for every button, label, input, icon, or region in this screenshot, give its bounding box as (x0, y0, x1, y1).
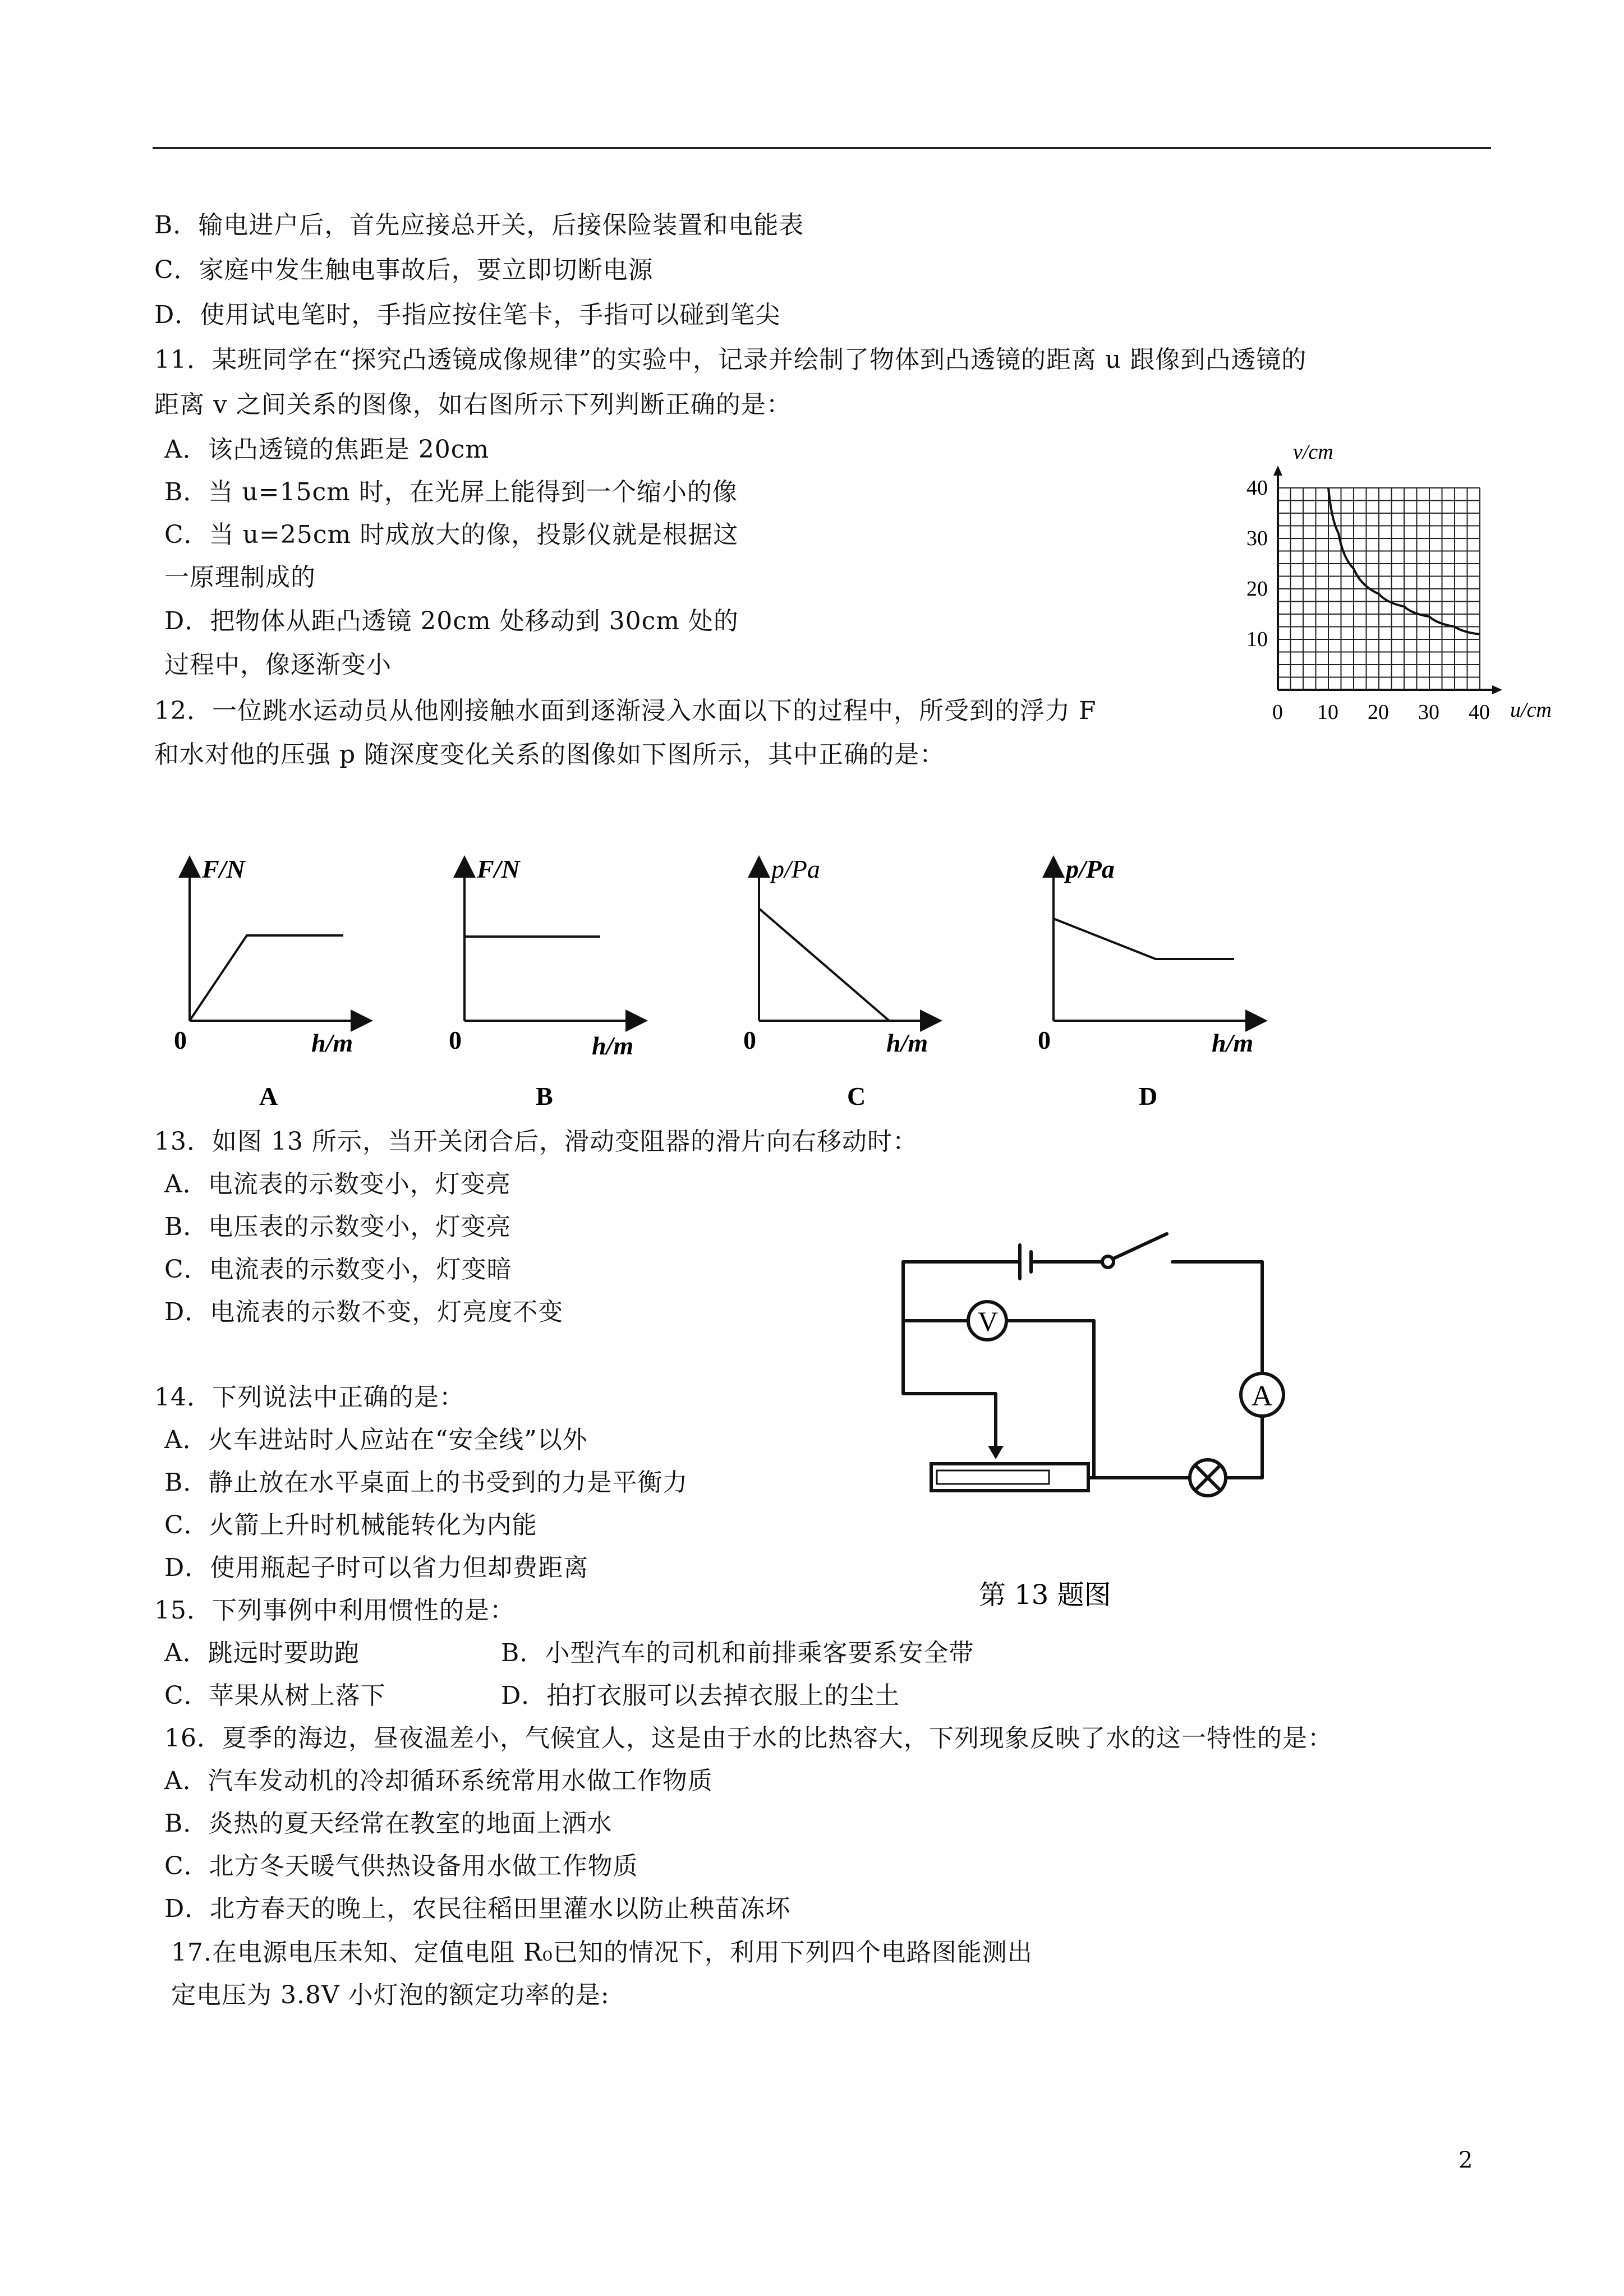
q16-option-d: D．北方春天的晚上，农民往稻田里灌水以防止秧苗冻坏 (164, 1894, 791, 1923)
q10-option-c: C．家庭中发生触电事故后，要立即切断电源 (154, 256, 654, 284)
q13-option-b: B．电压表的示数变小，灯变亮 (164, 1212, 512, 1241)
q11-stem-1: 11．某班同学在“探究凸透镜成像规律”的实验中，记录并绘制了物体到凸透镜的距离 u 跟像到凸透镜的 (154, 345, 1307, 374)
q16-option-c: C．北方冬天暖气供热设备用水做工作物质 (164, 1852, 638, 1880)
graph-a-line (190, 935, 343, 1021)
q11-stem-2: 距离 v 之间关系的图像，如右图所示下列判断正确的是： (154, 390, 792, 419)
graph-d-letter: D (1139, 1082, 1158, 1110)
circuit-caption: 第 13 题图 (979, 1579, 1111, 1611)
q14-option-d: D．使用瓶起子时可以省力但却费距离 (164, 1553, 589, 1582)
y-tick-label: 40 (1246, 476, 1268, 500)
graph-c-xlabel: h/m (886, 1029, 928, 1057)
chart-ylabel: v/cm (1293, 443, 1333, 464)
graph-a-origin: 0 (174, 1026, 187, 1054)
graph-b (443, 852, 690, 1116)
graph-b-letter: B (536, 1082, 553, 1110)
circuit-diagram (886, 1217, 1313, 1621)
q13-stem: 13．如图 13 所示，当开关闭合后，滑动变阻器的滑片向右移动时： (154, 1127, 918, 1156)
graph-d (1032, 852, 1279, 1116)
graph-d-xlabel: h/m (1212, 1029, 1254, 1057)
q10-option-b: B．输电进户后，首先应接总开关，后接保险装置和电能表 (154, 211, 804, 239)
q15-stem: 15．下列事例中利用惯性的是： (154, 1596, 515, 1625)
y-tick-label: 20 (1246, 577, 1268, 601)
y-tick-label: 30 (1246, 527, 1268, 550)
graph-c-origin: 0 (743, 1026, 756, 1054)
x-tick-label: 10 (1317, 700, 1338, 723)
q11-option-a: A．该凸透镜的焦距是 20cm (164, 435, 490, 464)
graph-b-origin: 0 (449, 1026, 462, 1054)
graph-d-line (1053, 919, 1234, 959)
header-rule (153, 147, 1491, 149)
graph-c (738, 852, 984, 1116)
graph-d-origin: 0 (1038, 1026, 1051, 1054)
q14-option-b: B．静止放在水平桌面上的书受到的力是平衡力 (164, 1468, 688, 1497)
x-tick-label: 0 (1272, 700, 1283, 723)
graph-c-letter: C (847, 1082, 866, 1110)
graph-b-ylabel: F/N (477, 855, 520, 883)
q11-option-c-cont: 一原理制成的 (164, 563, 316, 592)
q13-option-a: A．电流表的示数变小，灯变亮 (164, 1170, 511, 1198)
q17-stem-2: 定电压为 3.8V 小灯泡的额定功率的是: (171, 1981, 610, 2009)
q12-stem-2: 和水对他的压强 p 随深度变化关系的图像如下图所示，其中正确的是： (154, 740, 945, 769)
graph-a-xlabel: h/m (311, 1029, 353, 1057)
q13-option-d: D．电流表的示数不变，灯亮度不变 (164, 1298, 564, 1326)
q15-option-b: B．小型汽车的司机和前排乘客要系安全带 (501, 1639, 974, 1667)
graph-a-letter: A (259, 1082, 278, 1110)
q15-option-d: D．拍打衣服可以去掉衣服上的尘土 (501, 1681, 900, 1710)
q15-option-a: A．跳远时要助跑 (164, 1639, 360, 1667)
q14-option-a: A．火车进站时人应站在“安全线”以外 (164, 1426, 588, 1454)
graph-b-xlabel: h/m (592, 1031, 634, 1060)
q11-option-d: D．把物体从距凸透镜 20cm 处移动到 30cm 处的 (164, 607, 739, 635)
q14-option-c: C．火箭上升时机械能转化为内能 (164, 1511, 537, 1539)
page-number: 2 (1459, 2147, 1474, 2173)
ammeter-label: A (1252, 1380, 1273, 1412)
q12-stem-1: 12．一位跳水运动员从他刚接触水面到逐渐浸入水面以下的过程中，所受到的浮力 F (154, 697, 1097, 725)
graph-a (168, 852, 415, 1116)
q16-option-b: B．炎热的夏天经常在教室的地面上洒水 (164, 1809, 613, 1838)
q10-option-d: D．使用试电笔时，手指应按住笔卡，手指可以碰到笔尖 (154, 301, 781, 329)
x-axis-arrow (1492, 685, 1502, 694)
graph-a-ylabel: F/N (202, 855, 245, 883)
y-axis-arrow (1273, 465, 1282, 476)
voltmeter-label: V (978, 1306, 999, 1337)
q11-option-c: C．当 u=25cm 时成放大的像，投影仪就是根据这 (164, 520, 739, 549)
q16-stem: 16．夏季的海边，昼夜温差小，气候宜人，这是由于水的比热容大，下列现象反映了水的这一特性的是： (164, 1724, 1333, 1753)
chart-xlabel: u/cm (1510, 698, 1552, 722)
x-tick-label: 40 (1469, 700, 1490, 723)
q16-option-a: A．汽车发动机的冷却循环系统常用水做工作物质 (164, 1767, 713, 1795)
q11-option-d-cont: 过程中，像逐渐变小 (164, 651, 392, 679)
q11-option-b: B．当 u=15cm 时，在光屏上能得到一个缩小的像 (164, 478, 738, 506)
q15-option-c: C．苹果从树上落下 (164, 1681, 386, 1710)
x-tick-label: 20 (1368, 700, 1389, 723)
x-tick-label: 30 (1418, 700, 1439, 723)
graph-c-line (759, 909, 889, 1021)
q17-stem-1: 17.在电源电压未知、定值电阻 R₀已知的情况下，利用下列四个电路图能测出 (171, 1938, 1033, 1967)
q14-stem: 14．下列说法中正确的是： (154, 1383, 464, 1412)
y-tick-label: 10 (1246, 628, 1268, 651)
q13-option-c: C．电流表的示数变小，灯变暗 (164, 1255, 512, 1284)
graph-d-ylabel: p/Pa (1066, 855, 1115, 883)
lens-chart (1234, 443, 1571, 723)
graph-c-ylabel: p/Pa (771, 855, 820, 883)
